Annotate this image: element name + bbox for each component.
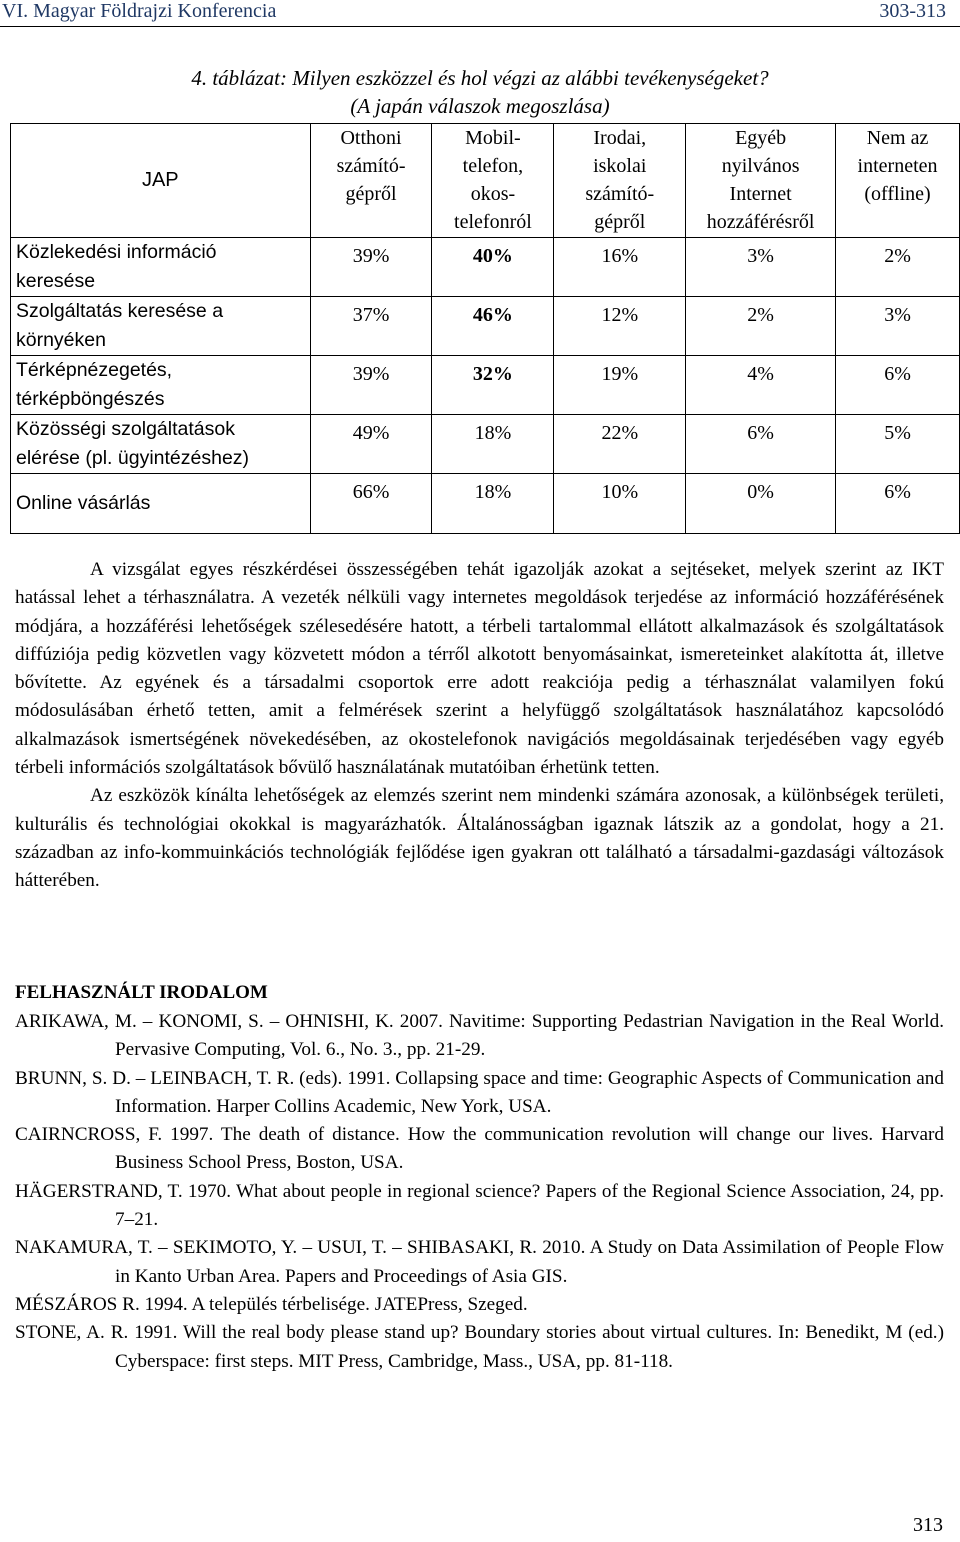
table-row bbox=[11, 415, 960, 474]
table-row bbox=[11, 238, 960, 297]
references-list bbox=[15, 1008, 944, 1376]
table-cell: 0% bbox=[686, 474, 836, 534]
table-cell: 4% bbox=[686, 356, 836, 415]
table-cell: 10% bbox=[554, 474, 686, 534]
page-range: 303-313 bbox=[879, 0, 946, 22]
reference-item: STONE, A. R. 1991. Will the real body please stand up? Boundary stories about virtual cultures. In: Benedikt, M (ed.) Cyberspace: first steps. MIT Press, Cambridge, Mass., USA, pp. 81-118. bbox=[15, 1322, 944, 1372]
table-cell: 2% bbox=[836, 238, 960, 297]
table-cell: 18% bbox=[432, 474, 554, 534]
table-subcaption: (A japán válaszok megoszlása) bbox=[350, 94, 610, 118]
table-cell: 46% bbox=[432, 297, 554, 356]
table-row bbox=[11, 297, 960, 356]
row-label: Online vásárlás bbox=[11, 474, 311, 534]
table-cell: 6% bbox=[686, 415, 836, 474]
table-cell: 16% bbox=[554, 238, 686, 297]
table-cell: 12% bbox=[554, 297, 686, 356]
reference-item: CAIRNCROSS, F. 1997. The death of distance. How the communication revolution will change our lives. Harvard Business School Press, Boston, USA. bbox=[15, 1124, 944, 1174]
table-cell: 39% bbox=[310, 238, 432, 297]
table-cell: 39% bbox=[310, 356, 432, 415]
table-cell: 22% bbox=[554, 415, 686, 474]
column-header: Irodai, iskolai számító- gépről bbox=[554, 124, 686, 238]
table-cell: 3% bbox=[836, 297, 960, 356]
table-cell: 66% bbox=[310, 474, 432, 534]
page-number: 313 bbox=[913, 1514, 943, 1536]
row-label: Szolgáltatás keresése a környéken bbox=[11, 297, 311, 356]
reference-item: HÄGERSTRAND, T. 1970. What about people in regional science? Papers of the Regional Science Association, 24, pp. 7–21. bbox=[15, 1180, 944, 1231]
paragraph: A vizsgálat egyes részkérdései összességében tehát igazolják azokat a sejtéseket, melyek szerint az IKT hatással lehet a térhasználatra. A vezeték nélküli vagy internetes megoldások terjedése az információ hozzáférésének módjára, a hozzáférési lehetőségek szélesedésére hatott, a térbeli tartalommal ellátott alkalmazások és szolgáltatások diffúziója pedig közvetlen vagy közvetett módon a térről alkotott benyomásainkat, ismereteinket alakította át, illetve bővítette. Az egyének és a társadalmi csoportok erre adott reakciója pedig a térhasználat valamilyen fokú módosulásában érhető tetten, amit a felmérések szerint a helyfüggő szolgáltatások használatához kapcsolódó alkalmazások ismertségének növekedésében, az okostelefonok navigációs megoldásainak terjedésében vagy egyéb térbeli információs szolgáltatások bővülő használatának mutatóiban érhetünk tetten. bbox=[15, 559, 944, 779]
table-cell: 49% bbox=[310, 415, 432, 474]
table-cell: 19% bbox=[554, 356, 686, 415]
column-header: Mobil- telefon, okos- telefonról bbox=[432, 124, 554, 238]
reference-item: NAKAMURA, T. – SEKIMOTO, Y. – USUI, T. – SHIBASAKI, R. 2010. A Study on Data Assimilation of People Flow in Kanto Urban Area. Papers and Proceedings of Asia GIS. bbox=[15, 1237, 944, 1287]
table-cell: 40% bbox=[432, 238, 554, 297]
table-cell: 2% bbox=[686, 297, 836, 356]
table-cell: 5% bbox=[836, 415, 960, 474]
table-cell: 6% bbox=[836, 474, 960, 534]
table-cell: 3% bbox=[686, 238, 836, 297]
row-label: Térképnézegetés, térképböngészés bbox=[11, 356, 311, 415]
column-header: Nem az interneten (offline) bbox=[836, 124, 960, 238]
column-header: Egyéb nyilvános Internet hozzáférésről bbox=[686, 124, 836, 238]
body-text bbox=[15, 556, 944, 896]
row-label: Közlekedési információ keresése bbox=[11, 238, 311, 297]
column-header: Otthoni számító- gépről bbox=[310, 124, 432, 238]
conference-title: VI. Magyar Földrajzi Konferencia bbox=[2, 0, 277, 22]
row-label: Közösségi szolgáltatások elérése (pl. ügyintézéshez) bbox=[11, 415, 311, 474]
reference-item: BRUNN, S. D. – LEINBACH, T. R. (eds). 1991. Collapsing space and time: Geographic Aspects of Communication and Information. Harper Collins Academic, New York, USA. bbox=[15, 1067, 944, 1117]
table-cell: 6% bbox=[836, 356, 960, 415]
table-cell: 32% bbox=[432, 356, 554, 415]
running-header bbox=[0, 0, 960, 27]
table-header-row bbox=[11, 124, 960, 238]
data-table bbox=[10, 123, 960, 534]
reference-item: MÉSZÁROS R. 1994. A település térbelisége. JATEPress, Szeged. bbox=[15, 1293, 528, 1315]
references-heading: FELHASZNÁLT IRODALOM bbox=[15, 982, 268, 1003]
table-caption: 4. táblázat: Milyen eszközzel és hol végzi az alábbi tevékenységeket? bbox=[191, 66, 769, 90]
table-cell: 37% bbox=[310, 297, 432, 356]
table-row bbox=[11, 474, 960, 534]
reference-item: ARIKAWA, M. – KONOMI, S. – OHNISHI, K. 2007. Navitime: Supporting Pedastrian Navigation in the Real World. Pervasive Computing, Vol. 6., No. 3., pp. 21-29. bbox=[15, 1011, 944, 1061]
paragraph: Az eszközök kínálta lehetőségek az elemzés szerint nem mindenki számára azonosak, a különbségek területi, kulturális és technológiai okokkal is magyarázhatók. Általánosságban igaznak látszik az a gondolat, hogy a 21. században az info-kommuinkációs technológiák fejlődése igen gyakran ott található a társadalmi-gazdasági változások hátterében. bbox=[15, 785, 944, 892]
table-corner: JAP bbox=[11, 124, 311, 238]
table-row bbox=[11, 356, 960, 415]
table-cell: 18% bbox=[432, 415, 554, 474]
